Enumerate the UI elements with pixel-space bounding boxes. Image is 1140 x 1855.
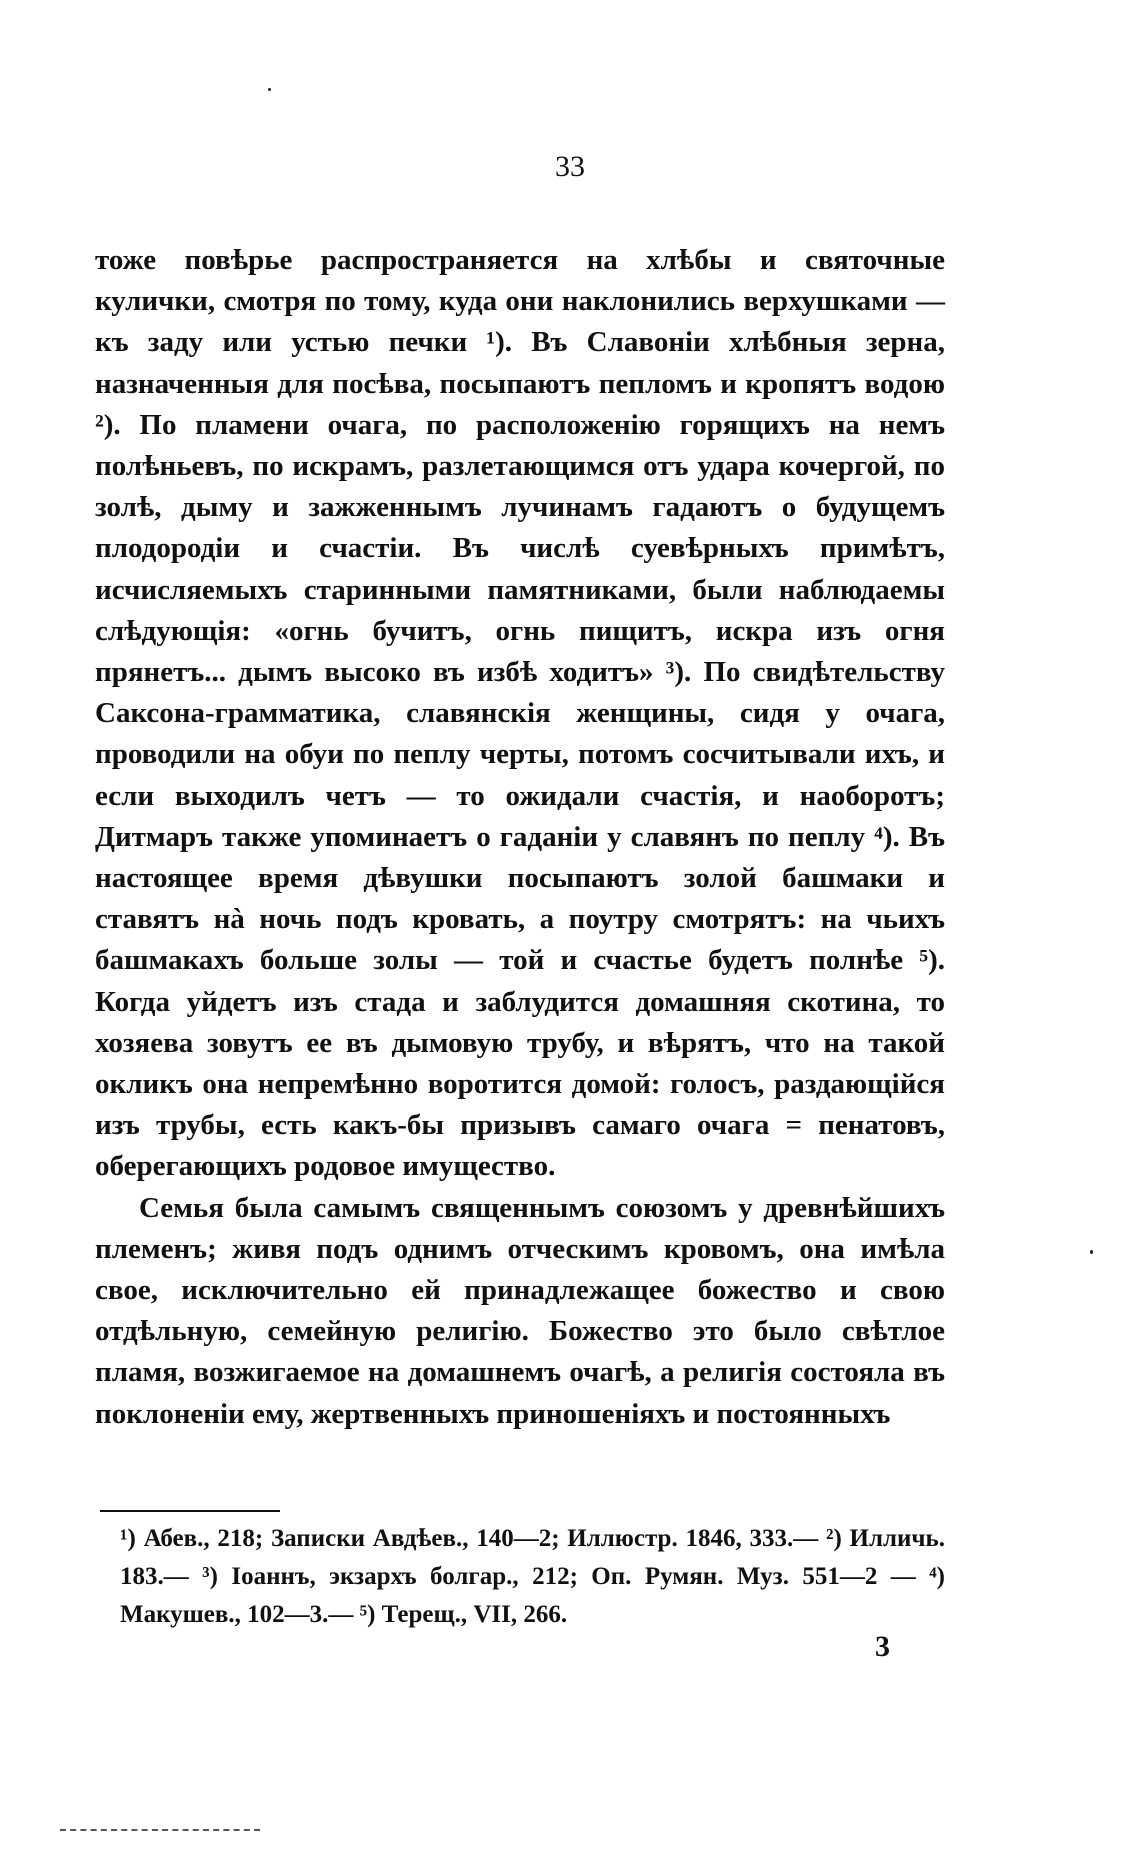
footnotes: ¹) Абев., 218; Записки Авдѣев., 140—2; Иллюстр. 1846, 333.— ²) Илличь. 183.— ³) Іоаннъ, экзархъ болгар., 212; Оп. Румян. Муз. 551—2 — ⁴) Макушев., 102—3.— ⁵) Терещ., VII, 266. — [120, 1525, 945, 1628]
edge-marks — [60, 1829, 260, 1835]
ink-speck — [1090, 1250, 1093, 1254]
paragraph: Семья была самымъ священнымъ союзомъ у древнѣйшихъ племенъ; живя подъ однимъ отческимъ кровомъ, она имѣла свое, исключительно ей принадлежащее божество и свою отдѣльную, семейную религію. Божество это было свѣтлое пламя, возжигаемое на домашнемъ очагѣ, а религія состояла въ поклоненіи ему, жертвенныхъ приношеніяхъ и постоянныхъ — [95, 1191, 945, 1430]
footnote-divider — [100, 1510, 280, 1512]
signature-mark: 3 — [875, 1630, 890, 1663]
page-number: 33 — [555, 150, 585, 183]
paragraph: тоже повѣрье распространяется на хлѣбы и святочные кулички, смотря по тому, куда они наклонились верхушками — къ заду или устью печки ¹). Въ Славоніи хлѣбныя зерна, назначенныя для посѣва, посыпаютъ пепломъ и кропятъ водою ²). По пламени очага, по расположенію горящихъ на немъ полѣньевъ, по искрамъ, разлетающимся отъ удара кочергой, по золѣ, дыму и зажженнымъ лучинамъ гадаютъ о будущемъ плодородіи и счастіи. Въ числѣ суевѣрныхъ примѣтъ, исчисляемыхъ старинными памятниками, были наблюдаемы слѣдующія: «огнь бучитъ, огнь пищитъ, искра изъ огня прянетъ... дымъ высоко въ избѣ ходитъ» ³). По свидѣтельству Саксона-грамматика, славянскія женщины, сидя у очага, проводили на обуи по пеплу черты, потомъ сосчитывали ихъ, и если выходилъ четъ — то ожидали счастія, и наоборотъ; Дитмаръ также упоминаетъ о гаданіи у славянъ по пеплу ⁴). Въ настоящее время дѣвушки посыпаютъ золой башмаки и ставятъ нà ночь подъ кровать, а поутру смотрятъ: на чьихъ башмакахъ больше золы — той и счастье будетъ полнѣе ⁵). Когда уйдетъ изъ стада и заблудится домашняя скотина, то хозяева зовутъ ее въ дымовую трубу, и вѣрятъ, что на такой окликъ она непремѣнно воротится домой: голосъ, раздающійся изъ трубы, есть какъ-бы призывъ самаго очага = пенатовъ, оберегающихъ родовое имущество. — [95, 244, 945, 1183]
body-text — [95, 240, 945, 1435]
ink-speck — [268, 88, 271, 91]
